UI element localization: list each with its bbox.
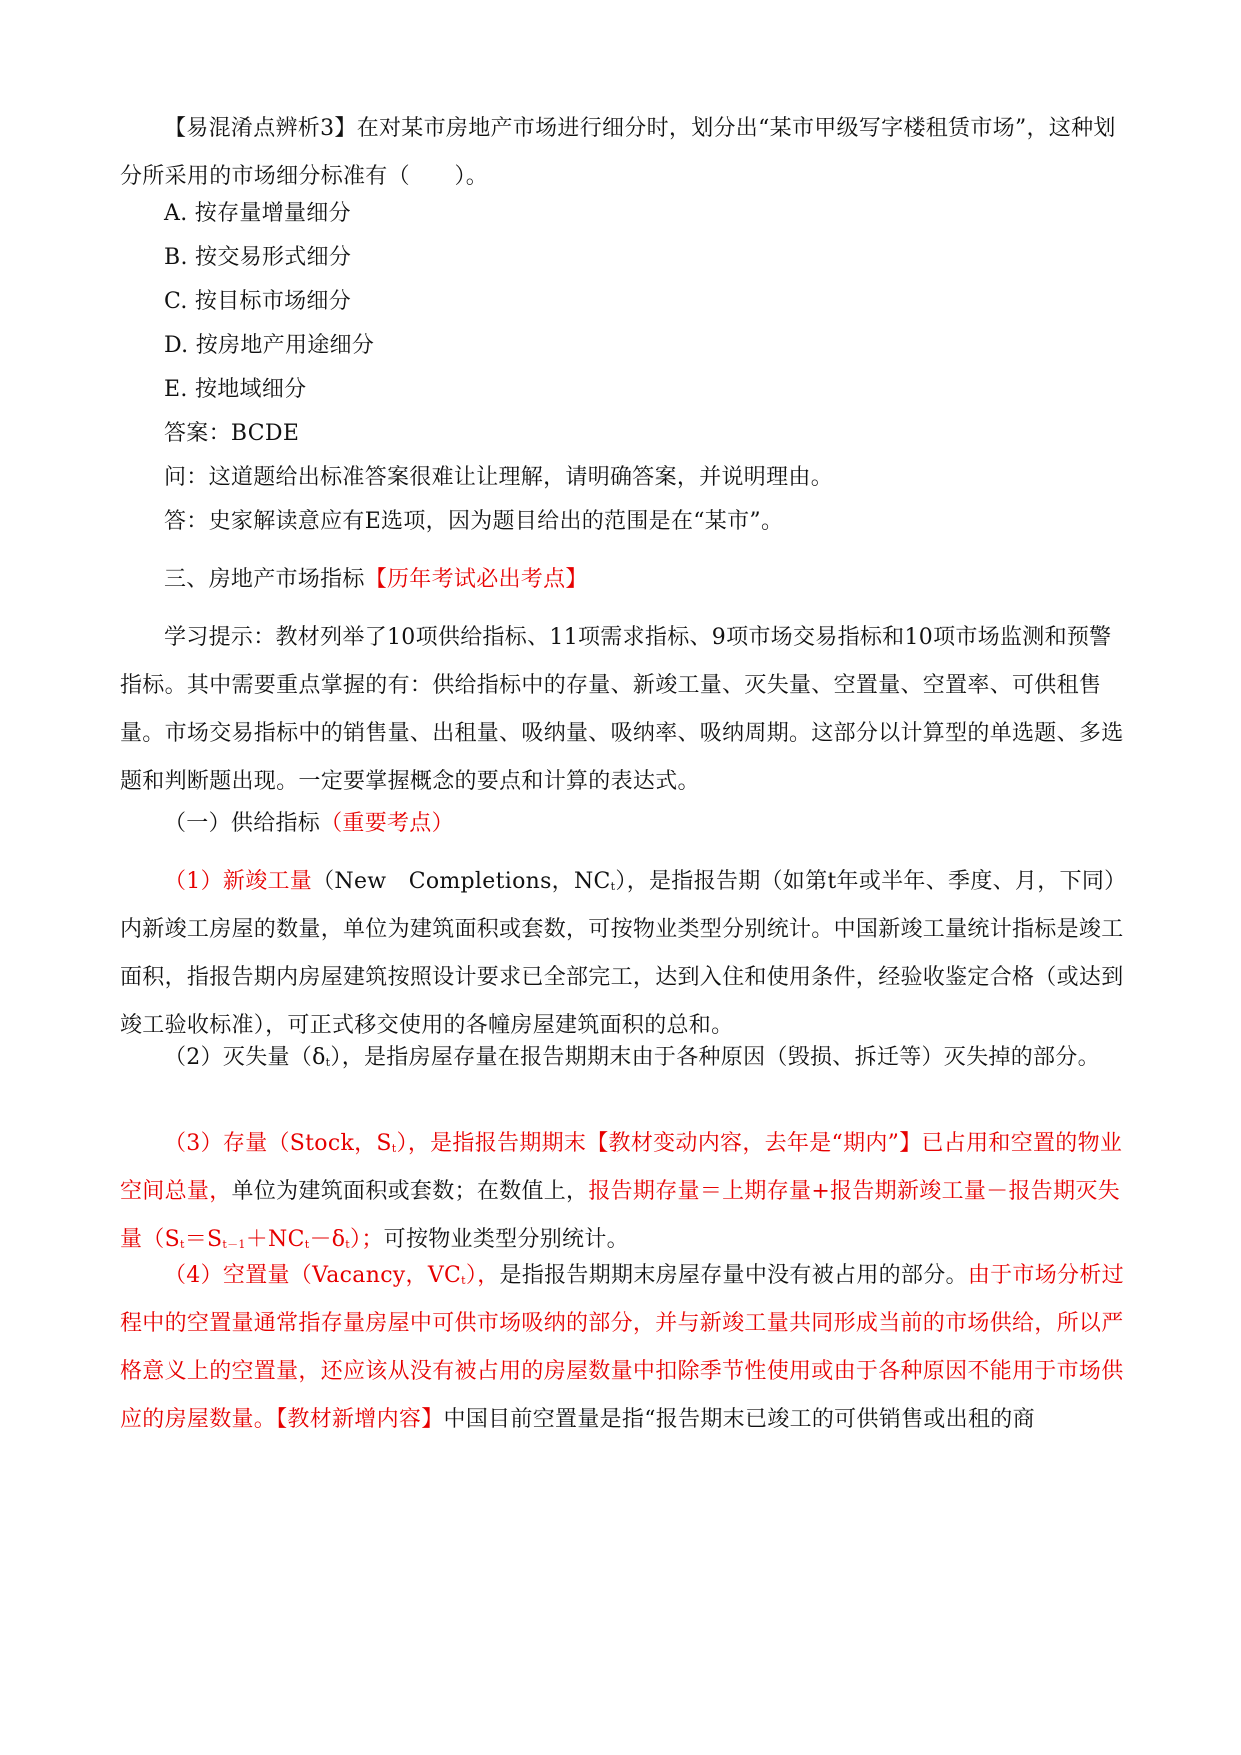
item3-text-a: （3）存量（Stock，S: [164, 1131, 392, 1156]
option-b: B. 按交易形式细分: [164, 245, 352, 270]
subsection-title: （一）供给指标: [164, 811, 321, 836]
subsection-heading: [164, 800, 1124, 848]
item3-formula-sub4: t: [345, 1238, 351, 1251]
item1-sub: t: [610, 880, 616, 893]
answer-line: 答案：BCDE: [164, 421, 300, 446]
item3-formula-c: ＋NC: [245, 1227, 305, 1252]
section-heading: [164, 556, 1124, 604]
question-line: 问：这道题给出标准答案很难让让理解，请明确答案，并说明理由。: [164, 465, 834, 490]
item3-formula-sub3: t: [304, 1238, 310, 1251]
item3-formula-sub2: t－1: [222, 1238, 246, 1251]
item-stock: [120, 1120, 1125, 1264]
item3-sub: t: [391, 1142, 397, 1155]
item-vacancy: [120, 1252, 1125, 1444]
item2-text-a: （2）灭失量（δ: [164, 1045, 326, 1070]
item2-text-b: ），是指房屋存量在报告期期末由于各种原因（毁损、拆迁等）灭失掉的部分。: [330, 1045, 1100, 1070]
item3-formula-e: ）；: [350, 1227, 384, 1252]
item4-text-a: （4）空置量（Vacancy，VC: [164, 1263, 462, 1288]
item1-label: （1）新竣工量: [164, 869, 313, 894]
option-d: D. 按房地产用途细分: [164, 333, 375, 358]
section-title: 三、房地产市场指标: [164, 567, 365, 592]
reply-line: 答：史家解读意应有E选项，因为题目给出的范围是在“某市”。: [164, 509, 784, 534]
subsection-tag: （重要考点）: [320, 811, 454, 836]
option-a: A. 按存量增量细分: [164, 201, 351, 226]
item3-text-c: 单位为建筑面积或套数；在数值上，: [231, 1179, 589, 1204]
item3-formula-b: ＝S: [184, 1227, 223, 1252]
item1-text-b: ），是指报告期（如第t年或半年、季度、月，下同）内新竣工房屋的数量，单位为建筑面积或套数，可按物业类型分别统计。中国新竣工量统计指标是竣工面积，指报告期内房屋建筑按照设计要求已全部完工，达到入住和使用条件，经验收鉴定合格（或达到竣工验收标准），可正式移交使用的各幢房屋建筑面积的总和。: [120, 869, 1124, 1038]
item3-formula-a: 报告期存量＝上期存量+报告期新竣工量－报告期灭失量（S: [120, 1179, 1120, 1252]
item4-sub: t: [461, 1274, 466, 1287]
question-intro: 【易混淆点辨析3】在对某市房地产市场进行细分时，划分出“某市甲级写字楼租赁市场”，这种划分所采用的市场细分标准有（ ）。: [120, 116, 1116, 189]
item-demolition: [120, 1034, 1125, 1082]
item3-text-b: ），是指报告期期末【教材变动内容，去年是“期内”】已占用和空置的物业空间总量，: [120, 1131, 1123, 1204]
item4-text-c: 是指报告期期末房屋存量中没有被占用的部分。: [499, 1263, 968, 1288]
section-tag: 【历年考试必出考点】: [364, 567, 588, 592]
item1-text-a: （New Completions，NC: [312, 869, 611, 894]
item3-formula-sub1: t: [179, 1238, 185, 1251]
option-e: E. 按地域细分: [164, 377, 307, 402]
item3-text-i: 可按物业类型分别统计。: [383, 1227, 629, 1252]
option-c: C. 按目标市场细分: [164, 289, 352, 314]
item4-text-d: 由于市场分析过程中的空置量通常指存量房屋中可供市场吸纳的部分，并与新竣工量共同形成当前的市场供给，所以严格意义上的空置量，还应该从没有被占用的房屋数量中扣除季节性使用或由于各种原因不能用于市场供应的房屋数量。【教材新增内容】: [120, 1263, 1124, 1432]
item4-text-b: ），: [465, 1263, 500, 1288]
item3-formula-d: －δ: [309, 1227, 346, 1252]
item2-sub: t: [325, 1056, 331, 1069]
item4-text-e: 中国目前空置量是指“报告期末已竣工的可供销售或出租的商: [443, 1407, 1035, 1432]
item-new-completions: [120, 858, 1125, 1050]
study-tip: 学习提示：教材列举了10项供给指标、11项需求指标、9项市场交易指标和10项市场监测和预警指标。其中需要重点掌握的有：供给指标中的存量、新竣工量、灭失量、空置量、空置率、可供租售量。市场交易指标中的销售量、出租量、吸纳量、吸纳率、吸纳周期。这部分以计算型的单选题、多选题和判断题出现。一定要掌握概念的要点和计算的表达式。: [120, 625, 1124, 794]
